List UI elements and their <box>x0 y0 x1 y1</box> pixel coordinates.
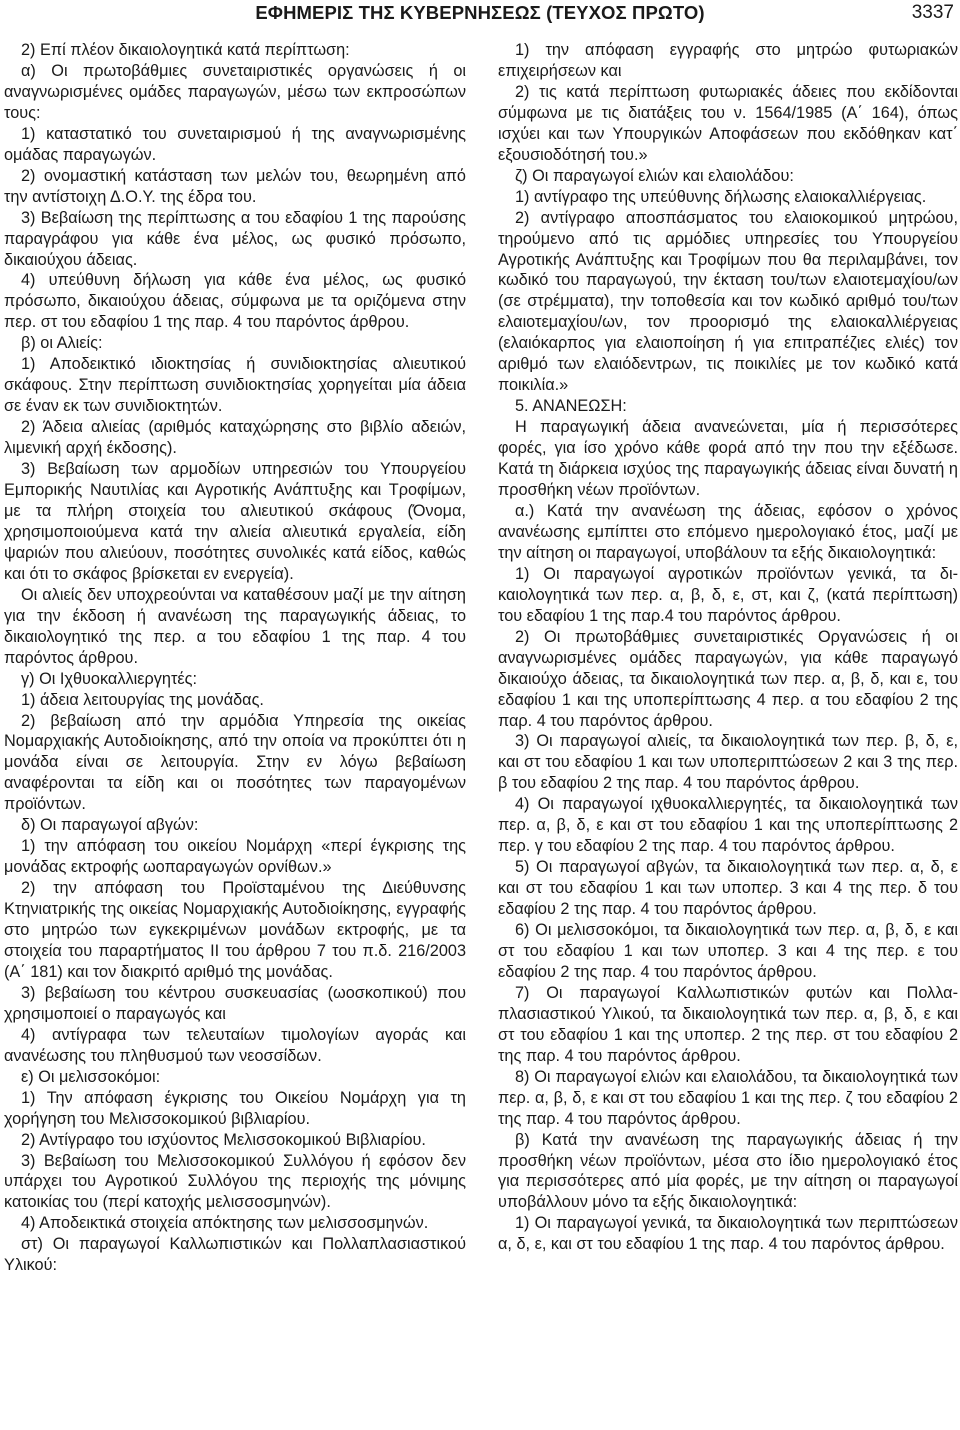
paragraph: β) Κατά την ανανέωση της παραγωγικής άδειας ή την προσθήκη νέων προϊόντων, μέσα στο ίδιο ημερολογιακό έτος για περισσότερες από μία φορές, με την αίτηση οι παραγωγοί υποβάλλουν μόνο τα εξής δικαιολογητικά: <box>498 1130 958 1212</box>
paragraph: 1) την απόφαση του οικείου Νομάρχη «περί έγκρισης της μονάδας εκτροφής ωοπαραγωγών ορνίθων.» <box>4 837 466 877</box>
paragraph: γ) Οι Ιχθυοκαλλιεργητές: <box>21 669 198 688</box>
paragraph: 2) Αντίγραφο του ισχύοντος Μελισσοκομικού Βιβλιαρίου. <box>21 1130 426 1149</box>
paragraph: 5) Οι παραγωγοί αβγών, τα δικαιολογητικά των περ. α, δ, ε και στ του εδαφίου 1 και των υποπερ. 3 και 4 της περ. δ του εδαφίου 2 της παρ. 4 του παρόντος άρθρου. <box>498 858 958 919</box>
paragraph: 2) Επί πλέον δικαιολογητικά κατά περίπτωση: <box>21 41 350 59</box>
paragraph: 3) βεβαίωση του κέντρου συσκευασίας (ωοσκοπικού) που χρησιμοποιεί ο παραγωγός και <box>4 983 466 1023</box>
paragraph: 8) Οι παραγωγοί ελιών και ελαιολάδου, τα δικαιολογητικά των περ. α, β, δ, ε και στ του εδαφίου 1 και της περ. ζ του εδαφίου 2 της παρ. 4 του παρόντος άρθρου. <box>498 1067 958 1128</box>
paragraph: 1) αντίγραφο της υπεύθυνης δήλωσης ελαιοκαλλιέργειας. <box>515 187 927 206</box>
paragraph: 3) Βεβαίωση των αρμοδίων υπηρεσιών του Υπουργείου Εμπορικής Ναυτιλίας και Αγροτικής Ανάπτυξης και Τροφίμων, με τα πλήρη στοιχεία του αλιευτικού σκάφους (Όνομα, χρησιμοποιούμενα κατά την αλιεία αλιευτικά εργαλεία, είδη ψαριών που αλιεύουν, ποσότητες συνολικές κατά είδος, καθώς και ότι το σκάφος βρίσκεται εν ενεργεία). <box>4 460 466 583</box>
paragraph: ε) Οι μελισσοκόμοι: <box>21 1067 161 1086</box>
paragraph: 1) Την απόφαση έγκρισης του Οικείου Νομάρχη για τη χορήγηση του Μελισσοκομικού βιβλιαρίου. <box>4 1088 466 1128</box>
paragraph: β) οι Αλιείς: <box>21 334 103 353</box>
paragraph: α) Οι πρωτοβάθμιες συνεταιριστικές οργανώσεις ή οι αναγνωρισμένες ομάδες παραγωγών, μέσω των εκπροσώπων τους: <box>4 61 466 122</box>
paragraph: 1) άδεια λειτουργίας της μονάδας. <box>21 690 264 709</box>
paragraph: 3) Βεβαίωση του Μελισσοκομικού Συλλόγου ή εφόσον δεν υπάρχει του Αγροτικού Συλλόγου της περιοχής της μόνιμης κατοικίας του (περί κατοχής μελισσοσμηνών). <box>4 1151 466 1212</box>
paragraph: 5. ΑΝΑΝΕΩΣΗ: <box>515 397 627 416</box>
paragraph: 2) βεβαίωση από την αρμόδια Υπηρεσία της οικείας Νομαρχιακής Αυτοδιοίκησης, από την οποία να προκύπτει ότι η μονάδα είναι σε λειτουργία. Στην εν λόγω βεβαίωση αναφέρονται τα είδη και οι ποσότητες των παραγομένων προϊόντων. <box>4 711 466 814</box>
paragraph: 2) αντίγραφο αποσπάσματος του ελαιοκομικού μητρώου, τηρούμενο από τις αρμόδιες υπηρεσίες του Υπουργείου Αγροτικής Ανάπτυξης και Τροφίμων που θα περιλαμβάνει, τον κωδικό του παραγωγού, την έκταση του/των ελαιοτεμαχίου/ων (σε στρέμματα), την τοποθεσία και τον κωδικό αριθμό του/των ελαιοτεμαχίου/ων, τον προορισμό της ελαιοκαλλιέργειας (ελαιόκαρπος για ελαιοποίηση ή για επιτραπέζιες ελιές) τον αριθμό των ελαιόδεντρων, τις ποικιλίες με τον κωδικό κατά ποικιλία.» <box>498 208 958 395</box>
gazette-title: ΕΦΗΜΕΡΙΣ ΤΗΣ ΚΥΒΕΡΝΗΣΕΩΣ (ΤΕΥΧΟΣ ΠΡΩΤΟ) <box>255 2 705 23</box>
paragraph: 7) Οι παραγωγοί Καλλωπιστικών φυτών και Πολλαπλασιαστικού Υλικού, τα δικαιολογητικά των περ. α, β, δ, ε και στ του εδαφίου 1 και της υποπερ. 2 της περ. στ του εδαφίου 2 της παρ. 4 του παρόντος άρθρου. <box>498 983 958 1065</box>
paragraph: 4) αντίγραφα των τελευταίων τιμολογίων αγοράς και ανανέωσης του πληθυσμού των νεοσσίδων. <box>4 1025 466 1065</box>
paragraph: 2) ονομαστική κατάσταση των μελών του, θεωρημένη από την αντίστοιχη Δ.Ο.Υ. της έδρα του. <box>4 166 466 206</box>
left-column <box>4 40 466 1276</box>
paragraph: 2) Οι πρωτοβάθμιες συνεταιριστικές Οργανώσεις ή οι αναγνωρισμένες ομάδες παραγωγών, για κάθε παραγωγό δικαιούχο άδειας, τα δικαιολογητικά των περ. α, β, δ, και ε, του εδαφίου 1 και της υποπερίπτωσης 4 περ. α του εδαφίου 2 της παρ. 4 του παρόντος άρθρου. <box>498 627 958 730</box>
paragraph: 1) Οι παραγωγοί γενικά, τα δικαιολογητικά των περιπτώσεων α, δ, ε, και στ του εδαφίου 1 της παρ. 4 του παρόντος άρθρου. <box>498 1214 958 1254</box>
paragraph: α.) Κατά την ανανέωση της άδειας, εφόσον ο χρόνος ανανέωσης εμπίπτει στο επόμενο ημερολογιακό έτος, μαζί με την αίτηση οι παραγωγοί, υποβάλουν τα εξής δικαιολογητικά: <box>498 501 958 562</box>
paragraph: δ) Οι παραγωγοί αβγών: <box>21 816 199 835</box>
page-header <box>0 0 960 32</box>
paragraph: 1) την απόφαση εγγραφής στο μητρώο φυτωριακών επιχειρήσεων και <box>498 41 958 80</box>
paragraph: 4) Οι παραγωγοί ιχθυοκαλλιεργητές, τα δικαιολογητικά των περ. α, β, δ, ε και στ του εδαφίου 1 και της υποπερίπτωσης 2 περ. γ του εδαφίου 2 της παρ. 4 του παρόντος άρθρου. <box>498 795 958 856</box>
paragraph: Οι αλιείς δεν υποχρεούνται να καταθέσουν μαζί με την αίτηση για την έκδοση ή ανανέωση της παραγωγικής άδειας, το δικαιολογητικό της περ. α του εδαφίου 1 της παρ. 4 του παρόντος άρθρου. <box>4 585 466 667</box>
paragraph: 6) Οι μελισσοκόμοι, τα δικαιολογητικά των περ. α, β, δ, ε και στ του εδαφίου 1 και των υποπερ. 3 και 4 της περ. ε του εδαφίου 2 της παρ. 4 του παρόντος άρθρου. <box>498 921 958 981</box>
paragraph: 4) Αποδεικτικά στοιχεία απόκτησης των μελισσοσμηνών. <box>21 1214 429 1233</box>
paragraph: 3) Βεβαίωση της περίπτωσης α του εδαφίου 1 της παρούσης παραγράφου για κάθε ένα μέλος, ως φυσικό πρόσωπο, δικαιούχου άδειας. <box>4 208 466 269</box>
paragraph: 1) καταστατικό του συνεταιρισμού ή της αναγνωρισμένης ομάδας παραγωγών. <box>4 124 466 164</box>
paragraph: 2) Άδεια αλιείας (αριθμός καταχώρησης στο βιβλίο αδειών, λιμενική αρχή έκδοσης). <box>4 418 466 458</box>
paragraph: 1) Οι παραγωγοί αγροτικών προϊόντων γενικά, τα δικαιολογητικά των περ. α, β, δ, ε, στ, και ζ, (κατά περίπτωση) του εδαφίου 1 της παρ.4 του παρόντος άρθρου. <box>498 564 958 625</box>
page-number: 3337 <box>911 2 954 23</box>
paragraph: ζ) Οι παραγωγοί ελιών και ελαιολάδου: <box>515 166 794 185</box>
paragraph: 2) την απόφαση του Προϊσταμένου της Διεύθυνσης Κτηνιατρικής της οικείας Νομαρχιακής Αυτοδιοίκησης, εγγραφής στο μητρώο των εγκεκριμένων μονάδων εκτροφής, με τα στοιχεία του παραρτήματος ΙΙ του άρθρου 7 του π.δ. 216/2003 (Α΄ 181) και τον διακριτό αριθμό της μονάδας. <box>4 879 466 981</box>
paragraph: 2) τις κατά περίπτωση φυτωριακές άδειες που εκδίδονται σύμφωνα με τις διατάξεις του ν. 1564/1985 (Α΄ 164), όπως ισχύει και των Υπουργικών Αποφάσεων που εκδόθηκαν κατ΄ εξουσιοδότησή του.» <box>498 82 958 164</box>
paragraph: 3) Οι παραγωγοί αλιείς, τα δικαιολογητικά των περ. β, δ, ε, και στ του εδαφίου 1 και των υποπεριπτώσεων 2 και 3 της περ. β του εδαφίου 2 της παρ. 4 του παρόντος άρθρου. <box>498 732 958 793</box>
paragraph: 1) Αποδεικτικό ιδιοκτησίας ή συνιδιοκτησίας αλιευτικού σκάφους. Στην περίπτωση συνιδιοκτησίας χορηγείται μία άδεια σε έναν εκ των συνιδιοκτητών. <box>4 355 466 416</box>
right-column <box>498 40 958 1255</box>
paragraph: 4) υπεύθυνη δήλωση για κάθε ένα μέλος, ως φυσικό πρόσωπο, δικαιούχου άδειας, σύμφωνα με τα οριζόμενα στην περ. στ του εδαφίου 1 της παρ. 4 του παρόντος άρθρου. <box>4 271 466 332</box>
paragraph: στ) Οι παραγωγοί Καλλωπιστικών και Πολλαπλασιαστικού Υλικού: <box>4 1235 466 1275</box>
paragraph: Η παραγωγική άδεια ανανεώνεται, μία ή περισσότερες φορές, για ίσο χρόνο κάθε φορά από την που την εξέδωσε. Κατά τη διάρκεια ισχύος της παραγωγικής άδειας είναι δυνατή η προσθήκη νέων προϊόντων. <box>498 418 958 500</box>
